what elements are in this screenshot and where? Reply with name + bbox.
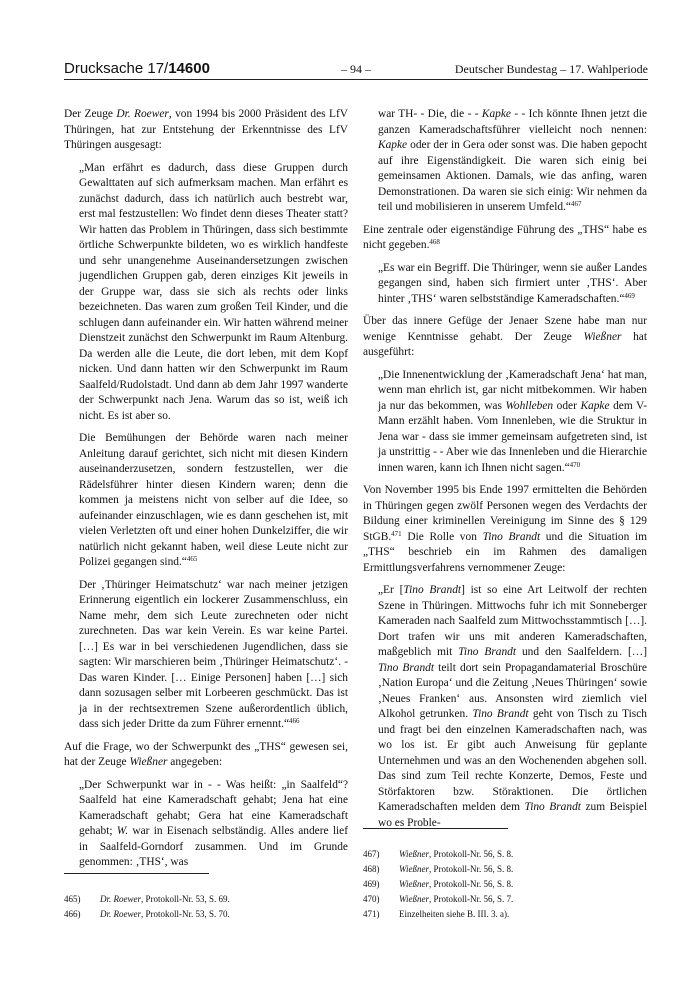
footnote-text: , Protokoll-Nr. 53, S. 69. xyxy=(141,894,230,904)
footnote-number: 471) xyxy=(363,909,380,919)
text: war TH- - Die, die - - xyxy=(378,108,482,120)
footnote-ref[interactable]: 467 xyxy=(570,200,582,208)
footnote xyxy=(64,907,230,922)
text: oder der in Gera oder sonst was. Die haben gepocht auf ihre Eigenständigkeit. Die waren sich einig bei gemeinsamen Aktionen. Damals, wie das anfing, waren Demonstrationen. Da waren sie sich einig: Wir nehmen da teil und mobilisieren in unserem Umfeld.“ xyxy=(378,139,647,213)
doc-number: 14600 xyxy=(168,60,210,77)
person-name: Tino Brandt xyxy=(458,646,517,658)
text: „Die Innenentwicklung der ‚Kameradschaft Jena‘ hat man, wenn man ehrlich ist, gar nicht mitbekommen. Wir haben ja nur das bekommen, was xyxy=(378,368,647,412)
footnote xyxy=(363,862,513,877)
footnote-ref[interactable]: 466 xyxy=(289,717,300,725)
paragraph xyxy=(64,740,348,771)
footnote xyxy=(363,847,513,862)
footnote-number: 469) xyxy=(363,879,380,889)
text: Auf die Frage, wo der Schwerpunkt des „THS“ gewesen sei, hat der Zeuge xyxy=(64,740,348,768)
text: teilt dort sein Propagandamaterial Broschüre ‚Nation Europa‘ und die Zeitung ‚Neues Thüringen‘ sowie ‚Neues Franken‘ aus. Ansonsten wird ziemlich viel Alkohol getrunken. xyxy=(378,661,647,720)
person-name: Kapke xyxy=(580,399,610,412)
text: „Er [ xyxy=(378,584,404,596)
left-column xyxy=(64,107,348,878)
right-column xyxy=(363,107,647,838)
footnote-number: 466) xyxy=(64,909,81,919)
quote xyxy=(378,261,647,308)
text: Von November 1995 bis Ende 1997 ermittelten die Behörden in Thüringen gegen zwölf Personen wegen des Verdachts der Bildung einer kriminellen Vereinigung im Sinne des § 129 StGB. xyxy=(363,484,647,543)
text: hat ausgeführt: xyxy=(363,330,647,358)
page-header xyxy=(64,60,648,78)
person-name: Wießner xyxy=(399,894,429,904)
person-name: Wießner xyxy=(583,330,622,343)
paragraph xyxy=(363,223,647,254)
paragraph xyxy=(363,314,647,361)
quote xyxy=(79,431,348,571)
person-name: Dr. Roewer xyxy=(100,909,141,919)
header-rule xyxy=(64,79,648,80)
person-name: Kapke xyxy=(481,108,511,120)
person-name: Wießner xyxy=(399,879,429,889)
text: ] ist so eine Art Leitwolf der rechten Szene in Thüringen. Mittwochs fuhr ich mit Sonneberger Kameraden nach Saalfeld zum Mittwochsstammtisch […]. Dort trafen wir uns mit anderen Kameradschaften, maßgeblich mit xyxy=(378,584,647,658)
person-name: W. xyxy=(116,825,129,837)
footnote-rule xyxy=(363,828,508,829)
footnote-text: , Protokoll-Nr. 53, S. 70. xyxy=(141,909,230,919)
quote xyxy=(378,107,647,216)
text: Der ‚Thüringer Heimatschutz‘ war nach meiner jetzigen Erinnerung eigentlich ein lockerer Zusammenschluss, ein Name mehr, dem sich Leute zurechneten oder nicht zurechneten. Das war kein Verein. Es war keine Partei. […] Es war in bei verschiedenen Jugendlichen, dass sie sagten: Wir marschieren beim ‚Thüringer Heimatschutz‘. - Das waren Kinder. [… Einige Personen] haben […] sich dann sozusagen selber mit Lorbeeren geschmückt. Das ist ja in der rechtsextremen Szene außerordentlich üblich, dass sich jeder Dritte da zum Führer ernennt.“ xyxy=(79,578,348,730)
footnote-text: , Protokoll-Nr. 56, S. 8. xyxy=(429,849,514,859)
footnote-text: , Protokoll-Nr. 56, S. 7. xyxy=(429,894,514,904)
footnote-number: 470) xyxy=(363,894,380,904)
text: zum Beispiel wo es Proble- xyxy=(378,801,647,829)
quote xyxy=(79,778,348,871)
footnote-number: 465) xyxy=(64,894,81,904)
footnote-rule xyxy=(64,873,209,874)
person-name: Wohlleben xyxy=(505,399,554,412)
footnote-ref[interactable]: 468 xyxy=(429,238,440,246)
person-name: Wießner xyxy=(399,849,429,859)
text: und die Situation im „THS“ beschrieb ein im Rahmen des damaligen Ermittlungsverfahrens vernommener Zeuge: xyxy=(363,530,647,574)
person-name: Wießner xyxy=(399,864,429,874)
text: oder xyxy=(553,399,581,412)
quote xyxy=(378,368,647,477)
text: „Es war ein Begriff. Die Thüringer, wenn sie außer Landes gegangen sind, haben sich firmiert unter ‚THS‘. Aber hinter ‚THS‘ waren selbstständige Kameradschaften.“ xyxy=(378,261,647,305)
footnote xyxy=(363,877,513,892)
text: „Der Schwerpunkt war in - - Was heißt: „in Saalfeld“? Saalfeld hat eine Kameradschaft gehabt; Jena hat eine Kameradschaft gehabt; Gera hat eine Kameradschaft gehabt; xyxy=(79,778,348,837)
text: Die Rolle von xyxy=(401,530,483,543)
footnote-ref[interactable]: 469 xyxy=(624,291,635,300)
text: Eine zentrale oder eigenständige Führung des „THS“ habe es nicht gegeben. xyxy=(363,223,647,251)
quote: „Man erfährt es dadurch, dass diese Gruppen durch Gewalttaten auf sich aufmerksam machen. Man erfährt es zunächst dadurch, dass ich natürlich auch bestrebt war, erst mal festzustellen: Wo findet denn dieses Theater statt? Wir hatten das Problem in Thüringen, dass sich bestimmte örtliche Schwerpunkte bildeten, wo es wirklich handfeste und sehr unangenehme Auseinandersetzungen zwischen jugendlichen Gruppen gab, deren einziges Kit jeweils in der Gruppe war, dass sie sich als rechts oder links bezeichneten. Das waren zum großen Teil Kinder, und die schlugen dann aufeinander ein. Wir hatten während meiner Dienstzeit zunächst den Schwerpunkt im Raum Altenburg. Da werden alle die Leute, die dort leben, mit dem Kopf nicken. Und dann hatten wir den Schwerpunkt im Raum Saalfeld/Rudolstadt. Und dann ab dem Jahr 1997 wanderte der Schwerpunkt nach Jena. Warum das so ist, weiß ich nicht. Es ist aber so. xyxy=(79,161,348,422)
footnotes-left xyxy=(64,892,230,922)
person-name: Tino Brandt xyxy=(482,530,541,543)
footnote-ref[interactable]: 471 xyxy=(391,529,402,538)
text: war in Eisenach selbständig. Alles andere lief in Saalfeld-Gorndorf zusammen. Und im Grunde genommen: ‚THS‘, was xyxy=(79,825,349,868)
person-name: Dr. Roewer xyxy=(100,894,141,904)
footnote xyxy=(363,907,513,922)
footnote-text: , Protokoll-Nr. 56, S. 8. xyxy=(429,864,514,874)
footnote-number: 468) xyxy=(363,864,380,874)
paragraph xyxy=(64,107,348,154)
text: Der Zeuge xyxy=(64,108,117,120)
person-name: Tino Brandt xyxy=(472,708,529,720)
footnote-ref[interactable]: 470 xyxy=(569,460,581,469)
text: , von 1994 bis 2000 Präsident des LfV Thüringen, hat zur Entstehung der Erkenntnisse des LfV Thüringen ausgesagt: xyxy=(64,108,349,151)
person-name: Dr. Roewer xyxy=(116,108,169,120)
text: dem V-Mann erzählt haben. Vom Innenleben, wie die Struktur in Jena war - dass sie immer gemeinsam aufgetreten sind, ist ja unstrittig - - Aber wie das Innenleben und die Hierarchie innen waren, kann ich Ihnen nicht sagen.“ xyxy=(378,399,647,474)
person-name: Tino Brandt xyxy=(378,661,435,674)
page-number: – 94 – xyxy=(341,62,371,76)
person-name: Tino Brandt xyxy=(524,801,581,813)
text: geht von Tisch zu Tisch und fragt bei den einzelnen Kameradschaften nach, was wo los ist. Er gibt auch Anweisung für geplante Unternehmen und was an den Wochenenden abgehen soll. Das sind zum Teil rechte Konzerte, Demos, Feste und Störfaktoren bzw. Störaktionen. Die örtlichen Kameradschaften melden dem xyxy=(378,708,647,813)
text: und den Saalfeldern. […] xyxy=(516,646,647,658)
person-name: Wießner xyxy=(129,756,168,768)
text: - - Ich könnte Ihnen jetzt die ganzen Kameradschaftsführer vielleicht noch nennen: xyxy=(378,108,647,136)
text: angegeben: xyxy=(167,756,223,768)
paragraph xyxy=(363,483,647,576)
footnote-number: 467) xyxy=(363,849,380,859)
quote xyxy=(378,583,647,831)
person-name: Kapke xyxy=(378,139,408,151)
footnote-text: , Protokoll-Nr. 56, S. 8. xyxy=(429,879,514,889)
footnote-ref[interactable]: 465 xyxy=(186,555,198,563)
person-name: Tino Brandt xyxy=(403,584,462,596)
parliament-label: Deutscher Bundestag – 17. Wahlperiode xyxy=(454,62,648,76)
footnotes-right xyxy=(363,847,513,922)
doc-prefix: Drucksache 17/ xyxy=(64,60,169,77)
quote xyxy=(79,578,348,733)
footnote-text: Einzelheiten siehe B. III. 3. a). xyxy=(399,909,510,919)
footnote xyxy=(363,892,513,907)
text: Die Bemühungen der Behörde waren nach meiner Anleitung darauf gerichtet, sich nicht mit diesen Kindern auseinanderzusetzen, sondern festzustellen, wer die Rädelsführer hinter diesen Kindern waren; denn die kommen ja meistens nicht von selber auf die Idee, so aufeinander einzuschlagen, wie es dann geschehen ist, mit vielen Verletzten oft und einer hohen Dunkelziffer, die wir natürlich nicht gekannt haben, weil diese Leute nicht zur Polizei gegangen sind.“ xyxy=(79,432,348,568)
text: Über das innere Gefüge der Jenaer Szene habe man nur wenige Kenntnisse gehabt. Der Zeuge xyxy=(363,315,647,343)
footnote xyxy=(64,892,230,907)
